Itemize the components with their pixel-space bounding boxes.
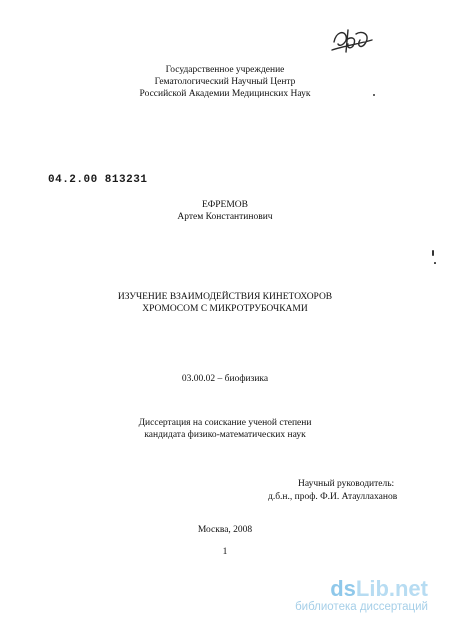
handwritten-signature [326, 22, 376, 62]
author-surname: ЕФРЕМОВ [201, 200, 249, 210]
library-stamp-number: 04.2.00 813231 [48, 174, 148, 186]
degree-line-1: Диссертация на соискание ученой степени [138, 418, 312, 428]
title-line-2: ХРОМОСОМ С МИКРОТРУБОЧКАМИ [142, 304, 308, 314]
supervisor-name: д.б.н., проф. Ф.И. Атауллаханов [268, 492, 398, 502]
title-line-1: ИЗУЧЕНИЕ ВЗАИМОДЕЙСТВИЯ КИНЕТОХОРОВ [117, 292, 333, 302]
institution-line-1: Государственное учреждение [165, 65, 285, 75]
supervisor-label: Научный руководитель: [298, 479, 395, 489]
scan-speck [432, 250, 434, 256]
watermark-logo-part1: ds [330, 576, 356, 601]
specialty-code: 03.00.02 – биофизика [181, 374, 269, 384]
place-year: Москва, 2008 [197, 525, 253, 535]
page-number: 1 [222, 547, 228, 557]
scan-speck [434, 262, 436, 264]
degree-line-2: кандидата физико-математических наук [144, 430, 306, 440]
watermark-logo [295, 577, 428, 601]
watermark-logo-part2: Lib.net [355, 576, 428, 601]
institution-line-3: Российской Академии Медицинских Наук [139, 89, 311, 99]
author-name: Артем Константинович [177, 212, 273, 222]
dslib-watermark [295, 577, 428, 614]
watermark-subtitle: библиотека диссертаций [295, 601, 428, 613]
institution-line-2: Гематологический Научный Центр [154, 77, 296, 87]
scan-speck [373, 94, 375, 96]
